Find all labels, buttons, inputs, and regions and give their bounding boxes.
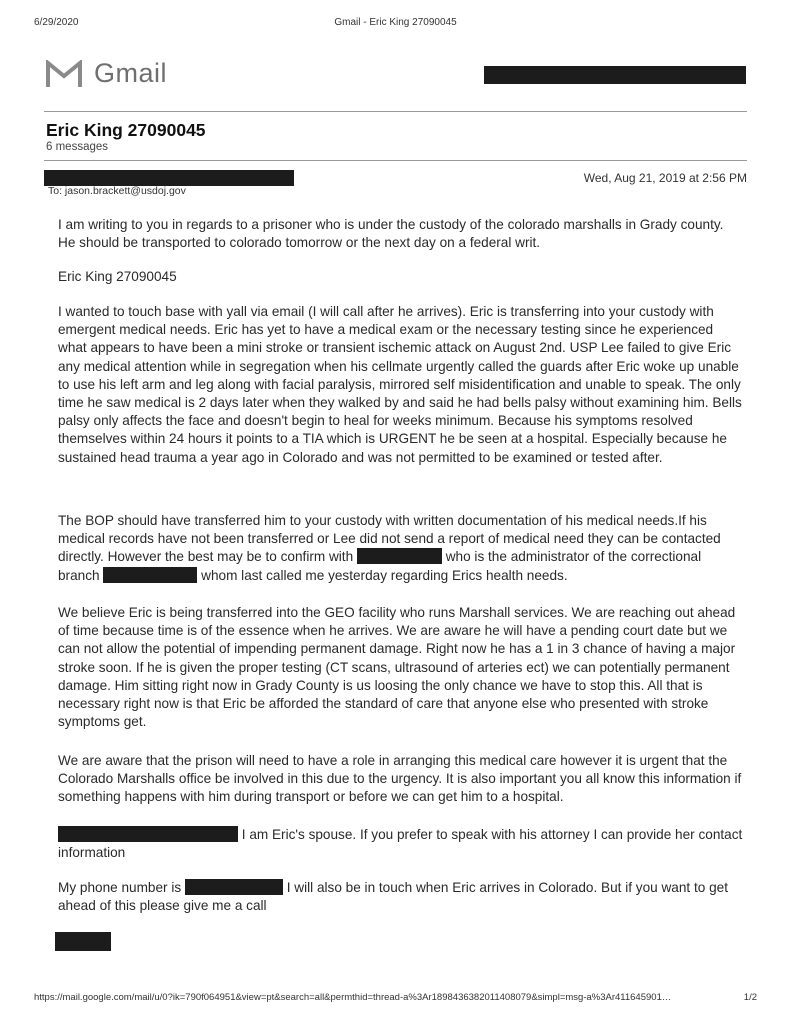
print-date: 6/29/2020: [34, 17, 79, 28]
redacted-phone: [185, 879, 283, 895]
body-paragraph-6: [58, 752, 743, 807]
redacted-name: [58, 826, 238, 842]
redacted-name: [357, 548, 442, 564]
header-rule: [44, 111, 747, 112]
paragraph-text: whom last called me yesterday regarding Erics health needs.: [201, 567, 568, 583]
redacted-signature: [55, 932, 111, 951]
paragraph-text: We are aware that the prison will need to have a role in arranging this medical care however it is urgent that the Colorado Marshalls office be involved in this due to the urgency. It is also important you all know this information if something happens with him during transport or before we can get him to a hospital.: [58, 753, 742, 805]
paragraph-text: My phone number is: [58, 880, 182, 895]
thread-rule: [44, 160, 747, 161]
paragraph-text: I am Eric's spouse. If you prefer to speak with his attorney I can provide her contact information: [58, 827, 743, 861]
body-paragraph-3: [58, 303, 743, 467]
print-page-number: 1/2: [743, 992, 757, 1003]
body-paragraph-7: [58, 826, 743, 862]
paragraph-text: I will also be in touch when Eric arrives in Colorado. But if you want to get ahead of this please give me a call: [58, 880, 728, 914]
paragraph-text: who is the administrator of the correctional branch: [58, 549, 702, 583]
body-paragraph-2: [58, 268, 743, 286]
thread-subject: Eric King 27090045: [46, 120, 206, 140]
redacted-name: [103, 567, 197, 583]
paragraph-text: I am writing to you in regards to a prisoner who is under the custody of the colorado marshalls in Grady county. He should be transported to colorado tomorrow or the next day on a federal writ.: [58, 217, 724, 251]
message-count: 6 messages: [46, 141, 109, 153]
gmail-logo-text: Gmail: [94, 58, 168, 88]
prisoner-id-line: Eric King 27090045: [58, 269, 177, 284]
redacted-sender: [44, 170, 294, 186]
print-page-title: Gmail - Eric King 27090045: [334, 17, 457, 28]
paragraph-text: I wanted to touch base with yall via email (I will call after he arrives). Eric is transferring into your custody with emergent medical needs. Eric has yet to have a medical exam or the necessary testing since he experienced what appears to have been a mini stroke or transient ischemic attack on August 2nd. USP Lee failed to give Eric any medical attention while in segregation when his cellmate urgently called the guards after Eric woke up unable to use his left arm and leg along with facial paralysis, mirrored self misidentification and unable to speak. The only time he saw medical is 2 days later when they walked by and said he had bells palsy without examining him. Bells palsy only affects the face and doesn't begin to heal for weeks minimum. Because his symptoms resolved themselves within 24 hours it points to a TIA which is URGENT he be seen at a hospital. Especially because he sustained head trauma a year ago in Colorado and was not permitted to be examined or tested after.: [58, 304, 742, 465]
body-paragraph-8: [58, 879, 743, 915]
recipient-line: To: jason.brackett@usdoj.gov: [48, 185, 186, 197]
print-footer-url: https://mail.google.com/mail/u/0?ik=790f064951&view=pt&search=all&permthid=thread-a%3Ar1898436382011408079&simpl=msg-a%3Ar411645901…: [34, 992, 672, 1003]
paragraph-text: We believe Eric is being transferred into the GEO facility who runs Marshall services. We are reaching out ahead of time because time is of the essence when he arrives. We are aware he will have a pending court date but we can not allow the potential of impending permanent damage. Right now he has a 1 in 3 chance of having a major stroke soon. If he is given the proper testing (CT scans, ultrasound of arteries ect) we can potentially permanent damage. Him sitting right now in Grady County is us loosing the only chance we have to stop this. All that is necessary right now is that Eric be afforded the standard of care that anyone else who presented with stroke symptoms get.: [58, 605, 736, 730]
redacted-account: [484, 66, 746, 84]
body-paragraph-5: [58, 604, 743, 731]
message-date: Wed, Aug 21, 2019 at 2:56 PM: [583, 171, 747, 185]
gmail-logo-icon: [46, 60, 82, 88]
body-paragraph-4: [58, 512, 743, 585]
body-paragraph-1: [58, 216, 743, 252]
paragraph-text: The BOP should have transferred him to your custody with written documentation of his medical needs.If his medical records have not been transferred or Lee did not send a report of medical need they can be contacted directly. However the best may be to confirm with: [58, 513, 721, 565]
